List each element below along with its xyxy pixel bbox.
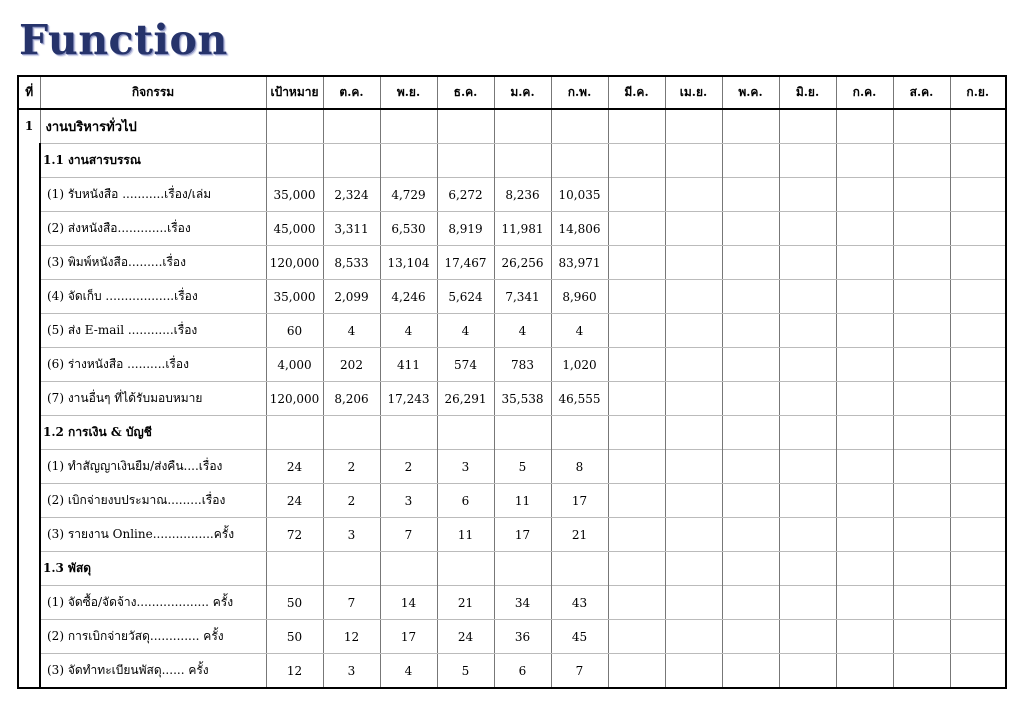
empty-cell <box>836 246 893 280</box>
month-value-cell: 574 <box>437 348 494 382</box>
empty-cell <box>608 178 665 212</box>
empty-cell <box>266 416 323 450</box>
month-value-cell: 17 <box>494 518 551 552</box>
empty-cell <box>722 620 779 654</box>
empty-cell <box>722 416 779 450</box>
target-cell: 50 <box>266 586 323 620</box>
month-value-cell: 3 <box>437 450 494 484</box>
empty-cell <box>950 382 1006 416</box>
main-activity-label: งานบริหารทั่วไป <box>40 109 266 144</box>
empty-cell <box>893 586 950 620</box>
target-cell: 35,000 <box>266 280 323 314</box>
empty-cell <box>665 109 722 144</box>
section-label: 1.2 การเงิน & บัญชี <box>40 416 266 450</box>
empty-cell <box>722 552 779 586</box>
month-value-cell: 4 <box>380 314 437 348</box>
header-month: พ.ย. <box>380 76 437 109</box>
empty-cell <box>665 178 722 212</box>
activity-cell: (2) เบิกจ่ายงบประมาณ.........เรื่อง <box>40 484 266 518</box>
table-row <box>18 654 1006 689</box>
empty-cell <box>722 586 779 620</box>
empty-cell <box>950 518 1006 552</box>
empty-cell <box>551 109 608 144</box>
empty-cell <box>893 518 950 552</box>
empty-cell <box>893 246 950 280</box>
empty-cell <box>665 212 722 246</box>
empty-cell <box>608 314 665 348</box>
empty-cell <box>893 552 950 586</box>
month-value-cell: 7 <box>380 518 437 552</box>
header-target: เป้าหมาย <box>266 76 323 109</box>
empty-cell <box>893 348 950 382</box>
month-value-cell: 45 <box>551 620 608 654</box>
empty-cell <box>323 552 380 586</box>
month-value-cell: 11 <box>494 484 551 518</box>
empty-cell <box>779 178 836 212</box>
empty-cell <box>665 518 722 552</box>
header-month: ส.ค. <box>893 76 950 109</box>
empty-cell <box>665 484 722 518</box>
empty-cell <box>950 144 1006 178</box>
month-value-cell: 7 <box>323 586 380 620</box>
month-value-cell: 8,960 <box>551 280 608 314</box>
activity-cell: (7) งานอื่นๆ ที่ได้รับมอบหมาย <box>40 382 266 416</box>
empty-cell <box>950 654 1006 689</box>
empty-cell <box>665 314 722 348</box>
empty-cell <box>779 518 836 552</box>
month-value-cell: 8,236 <box>494 178 551 212</box>
month-value-cell: 2 <box>380 450 437 484</box>
month-value-cell: 4 <box>494 314 551 348</box>
empty-cell <box>836 212 893 246</box>
empty-cell <box>380 109 437 144</box>
empty-cell <box>608 654 665 689</box>
month-value-cell: 5,624 <box>437 280 494 314</box>
empty-cell <box>836 484 893 518</box>
empty-cell <box>665 654 722 689</box>
empty-cell <box>779 484 836 518</box>
section-label: 1.1 งานสารบรรณ <box>40 144 266 178</box>
activity-cell: (3) พิมพ์หนังสือ.........เรื่อง <box>40 246 266 280</box>
empty-cell <box>950 246 1006 280</box>
empty-cell <box>950 280 1006 314</box>
header-month: ม.ค. <box>494 76 551 109</box>
month-value-cell: 5 <box>494 450 551 484</box>
empty-cell <box>608 484 665 518</box>
table-row <box>18 246 1006 280</box>
target-cell: 45,000 <box>266 212 323 246</box>
empty-cell <box>836 586 893 620</box>
table-row <box>18 518 1006 552</box>
header-month: มี.ค. <box>608 76 665 109</box>
empty-cell <box>665 280 722 314</box>
page-title: Function <box>19 16 228 64</box>
table-row <box>18 348 1006 382</box>
header-month: ก.พ. <box>551 76 608 109</box>
empty-cell <box>779 620 836 654</box>
month-value-cell: 2,099 <box>323 280 380 314</box>
empty-cell <box>893 178 950 212</box>
empty-cell <box>323 109 380 144</box>
table-row <box>18 314 1006 348</box>
empty-cell <box>836 144 893 178</box>
table-row <box>18 212 1006 246</box>
empty-cell <box>893 212 950 246</box>
month-value-cell: 11,981 <box>494 212 551 246</box>
month-value-cell: 26,291 <box>437 382 494 416</box>
empty-cell <box>437 552 494 586</box>
month-value-cell: 17 <box>551 484 608 518</box>
section-row <box>18 144 1006 178</box>
empty-cell <box>722 518 779 552</box>
activity-cell: (3) จัดทำทะเบียนพัสดุ...... ครั้ง <box>40 654 266 689</box>
empty-cell <box>893 450 950 484</box>
empty-cell <box>551 416 608 450</box>
empty-cell <box>722 654 779 689</box>
month-value-cell: 6,530 <box>380 212 437 246</box>
table-row <box>18 620 1006 654</box>
empty-cell <box>779 314 836 348</box>
month-value-cell: 8 <box>551 450 608 484</box>
empty-cell <box>380 552 437 586</box>
empty-cell <box>722 212 779 246</box>
table-body <box>18 109 1006 688</box>
empty-cell <box>608 518 665 552</box>
month-value-cell: 3,311 <box>323 212 380 246</box>
empty-cell <box>950 212 1006 246</box>
activity-cell: (1) ทำสัญญาเงินยืม/ส่งคืน....เรื่อง <box>40 450 266 484</box>
month-value-cell: 10,035 <box>551 178 608 212</box>
empty-cell <box>437 416 494 450</box>
month-value-cell: 4 <box>437 314 494 348</box>
target-cell: 120,000 <box>266 382 323 416</box>
table-row <box>18 109 1006 144</box>
empty-cell <box>836 450 893 484</box>
empty-cell <box>836 382 893 416</box>
empty-cell <box>722 246 779 280</box>
month-value-cell: 3 <box>323 654 380 689</box>
empty-cell <box>665 586 722 620</box>
empty-cell <box>551 144 608 178</box>
header-month: ต.ค. <box>323 76 380 109</box>
empty-cell <box>665 382 722 416</box>
empty-cell <box>836 280 893 314</box>
header-activity: กิจกรรม <box>40 76 266 109</box>
empty-cell <box>950 586 1006 620</box>
empty-cell <box>836 314 893 348</box>
month-value-cell: 6 <box>494 654 551 689</box>
empty-cell <box>665 246 722 280</box>
empty-cell <box>893 484 950 518</box>
empty-cell <box>608 586 665 620</box>
empty-cell <box>950 416 1006 450</box>
month-value-cell: 2 <box>323 450 380 484</box>
table-row <box>18 178 1006 212</box>
empty-cell <box>380 416 437 450</box>
header-month: เม.ย. <box>665 76 722 109</box>
activity-cell: (6) ร่างหนังสือ ..........เรื่อง <box>40 348 266 382</box>
activity-cell: (1) จัดซื้อ/จัดจ้าง................... ครั้ง <box>40 586 266 620</box>
empty-cell <box>722 144 779 178</box>
activity-cell: (4) จัดเก็บ ..................เรื่อง <box>40 280 266 314</box>
empty-cell <box>779 246 836 280</box>
empty-cell <box>836 178 893 212</box>
empty-cell <box>779 552 836 586</box>
month-value-cell: 4 <box>323 314 380 348</box>
activity-cell: (2) ส่งหนังสือ.............เรื่อง <box>40 212 266 246</box>
empty-cell <box>323 144 380 178</box>
month-value-cell: 2,324 <box>323 178 380 212</box>
empty-cell <box>494 109 551 144</box>
month-value-cell: 4,729 <box>380 178 437 212</box>
empty-cell <box>779 416 836 450</box>
activity-cell: (5) ส่ง E-mail ............เรื่อง <box>40 314 266 348</box>
empty-cell <box>893 109 950 144</box>
table-row <box>18 280 1006 314</box>
empty-cell <box>608 280 665 314</box>
header-month: พ.ค. <box>722 76 779 109</box>
empty-cell <box>779 280 836 314</box>
empty-cell <box>494 552 551 586</box>
empty-cell <box>608 212 665 246</box>
empty-cell <box>779 654 836 689</box>
month-value-cell: 7 <box>551 654 608 689</box>
empty-cell <box>665 450 722 484</box>
empty-cell <box>779 450 836 484</box>
header-month: ก.ค. <box>836 76 893 109</box>
empty-cell <box>893 280 950 314</box>
month-value-cell: 24 <box>437 620 494 654</box>
month-value-cell: 5 <box>437 654 494 689</box>
month-value-cell: 4 <box>380 654 437 689</box>
target-cell: 60 <box>266 314 323 348</box>
month-value-cell: 17 <box>380 620 437 654</box>
empty-cell <box>608 450 665 484</box>
empty-cell <box>323 416 380 450</box>
month-value-cell: 36 <box>494 620 551 654</box>
empty-cell <box>665 552 722 586</box>
month-value-cell: 26,256 <box>494 246 551 280</box>
empty-cell <box>893 620 950 654</box>
table-row <box>18 484 1006 518</box>
empty-cell <box>779 144 836 178</box>
month-value-cell: 783 <box>494 348 551 382</box>
empty-cell <box>608 348 665 382</box>
month-value-cell: 202 <box>323 348 380 382</box>
empty-cell <box>494 144 551 178</box>
header-no: ที่ <box>18 76 40 109</box>
month-value-cell: 3 <box>380 484 437 518</box>
month-value-cell: 11 <box>437 518 494 552</box>
empty-cell <box>722 109 779 144</box>
month-value-cell: 34 <box>494 586 551 620</box>
section-label: 1.3 พัสดุ <box>40 552 266 586</box>
empty-cell <box>893 144 950 178</box>
empty-cell <box>779 109 836 144</box>
empty-cell <box>893 416 950 450</box>
empty-cell <box>836 654 893 689</box>
empty-cell <box>665 144 722 178</box>
section-row <box>18 552 1006 586</box>
empty-cell <box>608 382 665 416</box>
month-value-cell: 8,919 <box>437 212 494 246</box>
target-cell: 4,000 <box>266 348 323 382</box>
table-header-row <box>18 76 1006 109</box>
section-row <box>18 416 1006 450</box>
empty-cell <box>722 484 779 518</box>
empty-cell <box>608 246 665 280</box>
month-value-cell: 2 <box>323 484 380 518</box>
activity-cell: (1) รับหนังสือ ...........เรื่อง/เล่ม <box>40 178 266 212</box>
empty-cell <box>893 654 950 689</box>
header-month: มิ.ย. <box>779 76 836 109</box>
empty-cell <box>950 552 1006 586</box>
target-cell: 35,000 <box>266 178 323 212</box>
month-value-cell: 13,104 <box>380 246 437 280</box>
empty-cell <box>836 518 893 552</box>
table-row <box>18 586 1006 620</box>
empty-cell <box>836 416 893 450</box>
month-value-cell: 6 <box>437 484 494 518</box>
empty-cell <box>494 416 551 450</box>
month-value-cell: 12 <box>323 620 380 654</box>
empty-cell <box>950 348 1006 382</box>
month-value-cell: 7,341 <box>494 280 551 314</box>
month-value-cell: 14 <box>380 586 437 620</box>
header-month: ธ.ค. <box>437 76 494 109</box>
empty-cell <box>779 348 836 382</box>
target-cell: 24 <box>266 484 323 518</box>
empty-cell <box>836 552 893 586</box>
month-value-cell: 46,555 <box>551 382 608 416</box>
empty-cell <box>722 178 779 212</box>
target-cell: 24 <box>266 450 323 484</box>
month-value-cell: 17,467 <box>437 246 494 280</box>
header-month: ก.ย. <box>950 76 1006 109</box>
empty-cell <box>722 450 779 484</box>
empty-cell <box>836 348 893 382</box>
empty-cell <box>437 144 494 178</box>
target-cell: 120,000 <box>266 246 323 280</box>
empty-cell <box>950 178 1006 212</box>
item-number-cell: 1 <box>18 109 40 688</box>
empty-cell <box>893 314 950 348</box>
empty-cell <box>950 109 1006 144</box>
month-value-cell: 1,020 <box>551 348 608 382</box>
empty-cell <box>950 314 1006 348</box>
empty-cell <box>437 109 494 144</box>
empty-cell <box>380 144 437 178</box>
month-value-cell: 8,206 <box>323 382 380 416</box>
empty-cell <box>779 586 836 620</box>
empty-cell <box>551 552 608 586</box>
empty-cell <box>722 348 779 382</box>
empty-cell <box>779 212 836 246</box>
empty-cell <box>665 416 722 450</box>
empty-cell <box>722 314 779 348</box>
empty-cell <box>779 382 836 416</box>
empty-cell <box>608 552 665 586</box>
empty-cell <box>836 109 893 144</box>
target-cell: 12 <box>266 654 323 689</box>
empty-cell <box>608 144 665 178</box>
target-cell: 50 <box>266 620 323 654</box>
empty-cell <box>608 109 665 144</box>
month-value-cell: 35,538 <box>494 382 551 416</box>
month-value-cell: 14,806 <box>551 212 608 246</box>
month-value-cell: 6,272 <box>437 178 494 212</box>
empty-cell <box>893 382 950 416</box>
target-cell: 72 <box>266 518 323 552</box>
month-value-cell: 21 <box>551 518 608 552</box>
empty-cell <box>950 450 1006 484</box>
empty-cell <box>722 280 779 314</box>
month-value-cell: 43 <box>551 586 608 620</box>
table-row <box>18 382 1006 416</box>
month-value-cell: 4 <box>551 314 608 348</box>
empty-cell <box>836 620 893 654</box>
empty-cell <box>950 620 1006 654</box>
activity-cell: (2) การเบิกจ่ายวัสดุ............. ครั้ง <box>40 620 266 654</box>
activity-table <box>17 75 1007 689</box>
month-value-cell: 411 <box>380 348 437 382</box>
empty-cell <box>266 552 323 586</box>
month-value-cell: 4,246 <box>380 280 437 314</box>
activity-cell: (3) รายงาน Online................ครั้ง <box>40 518 266 552</box>
month-value-cell: 83,971 <box>551 246 608 280</box>
empty-cell <box>665 620 722 654</box>
empty-cell <box>266 144 323 178</box>
month-value-cell: 21 <box>437 586 494 620</box>
empty-cell <box>608 620 665 654</box>
month-value-cell: 3 <box>323 518 380 552</box>
empty-cell <box>950 484 1006 518</box>
empty-cell <box>665 348 722 382</box>
table-row <box>18 450 1006 484</box>
month-value-cell: 17,243 <box>380 382 437 416</box>
month-value-cell: 8,533 <box>323 246 380 280</box>
empty-cell <box>608 416 665 450</box>
empty-cell <box>722 382 779 416</box>
empty-cell <box>266 109 323 144</box>
